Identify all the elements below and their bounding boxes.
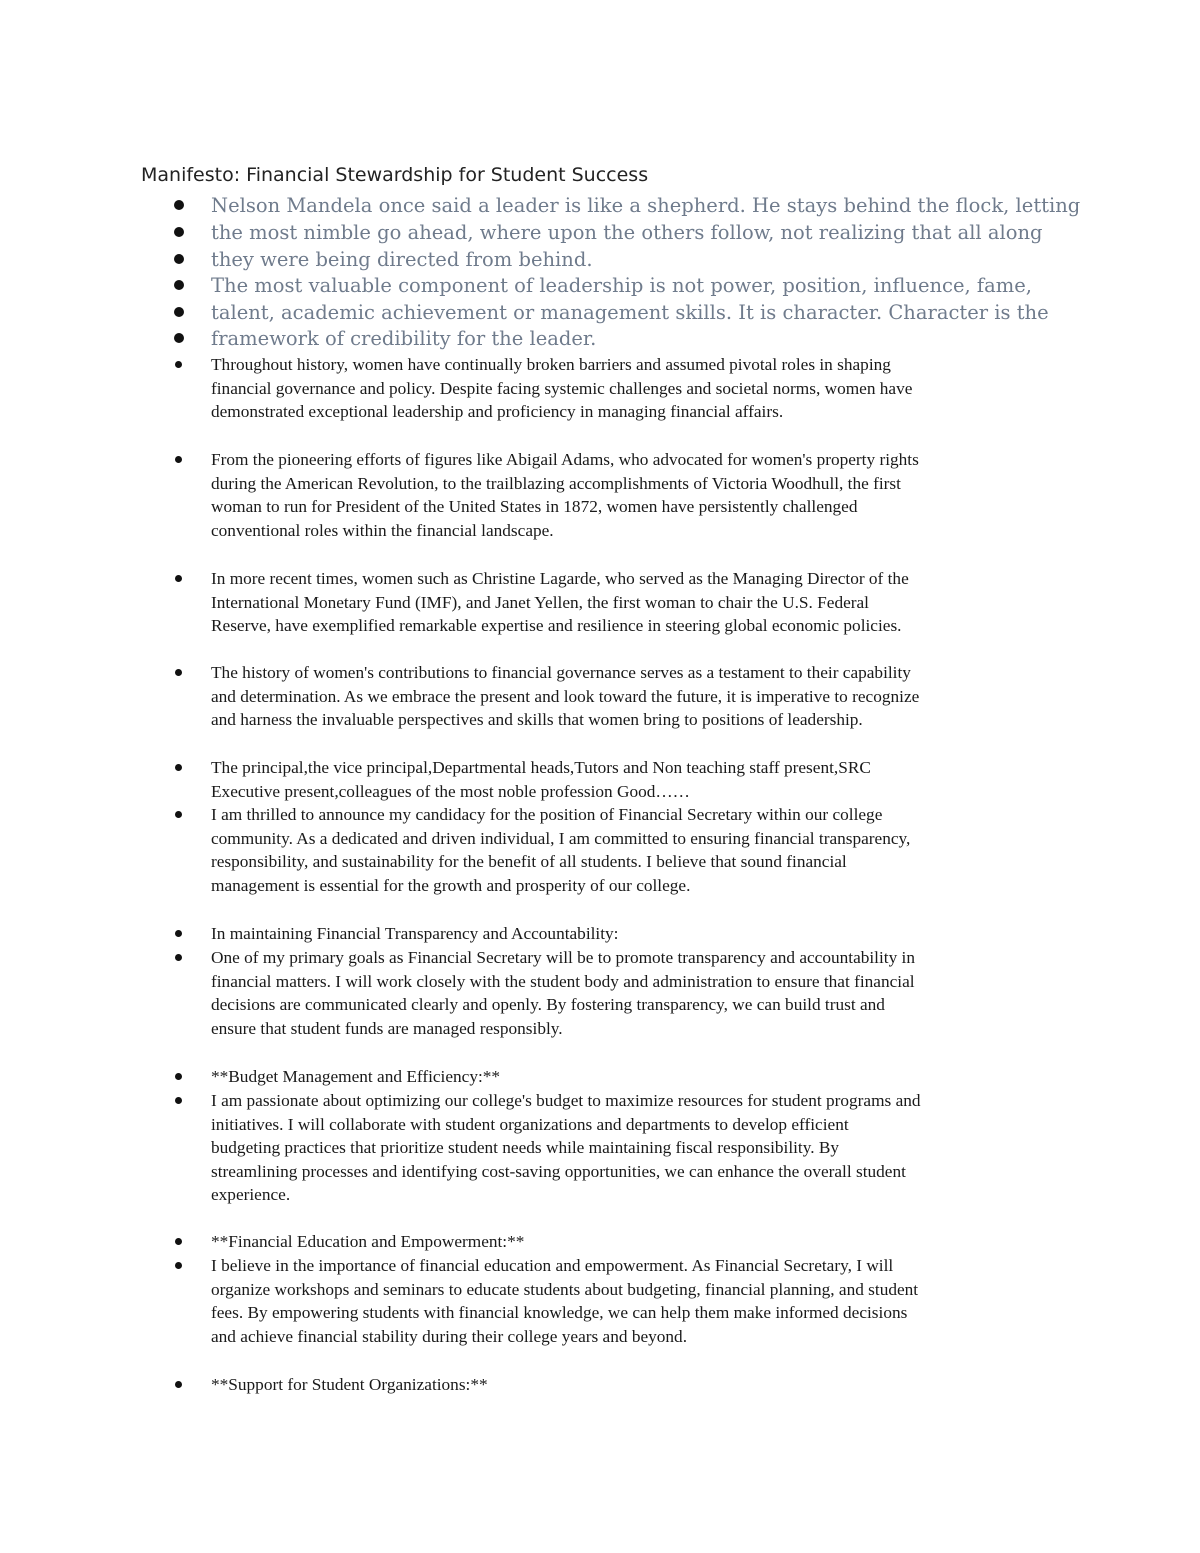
paragraph-text (211, 946, 915, 1040)
paragraph-text (211, 1373, 488, 1397)
bullet-icon (175, 1097, 182, 1104)
paragraph-line: Throughout history, women have continually broken barriers and assumed pivotal roles in shaping (211, 355, 891, 374)
quote-line: the most nimble go ahead, where upon the others follow, not realizing that all along (211, 221, 1043, 244)
paragraph-line: From the pioneering efforts of figures like Abigail Adams, who advocated for women's property rights (211, 450, 919, 469)
bullet-icon (175, 1238, 182, 1245)
bullet-icon (175, 954, 182, 961)
paragraph-line: organize workshops and seminars to educate students about budgeting, financial planning, and student (211, 1279, 919, 1299)
quote-line: framework of credibility for the leader. (211, 327, 597, 350)
bullet-icon (174, 254, 184, 264)
quote-bullet-item (0, 326, 1100, 353)
paragraph-line: responsibility, and sustainability for the benefit of all students. I believe that sound financial (211, 852, 847, 871)
bullet-icon (175, 669, 182, 676)
paragraph-line: conventional roles within the financial landscape. (211, 520, 554, 540)
quote-bullet-item (0, 300, 1100, 327)
paragraph-text (211, 448, 919, 542)
paragraph-line: In maintaining Financial Transparency and Accountability: (211, 924, 619, 943)
paragraph-line: financial matters. I will work closely with the student body and administration to ensure that financial (211, 971, 915, 991)
paragraph-line: fees. By empowering students with financial knowledge, we can help them make informed decisions (211, 1303, 908, 1322)
paragraph-line: and harness the invaluable perspectives and skills that women bring to positions of leadership. (211, 710, 863, 729)
bullet-icon (175, 764, 182, 771)
page-title: Manifesto: Financial Stewardship for Student Success (141, 164, 649, 186)
paragraph-text (211, 756, 871, 803)
paragraph-text (211, 803, 910, 897)
paragraph-line: initiatives. I will collaborate with student organizations and departments to develop efficient (211, 1114, 849, 1134)
bullet-icon (175, 361, 182, 368)
paragraph-line: budgeting practices that prioritize student needs while maintaining fiscal responsibility. By (211, 1138, 840, 1157)
paragraph-line: woman to run for President of the United States in 1872, women have persistently challenged (211, 497, 858, 516)
paragraph-line: **Financial Education and Empowerment:** (211, 1232, 525, 1251)
paragraph-text (211, 1230, 524, 1254)
paragraph-text (211, 1254, 918, 1348)
paragraph-line: and determination. As we embrace the present and look toward the future, it is imperative to recognize (211, 686, 920, 706)
paragraph-text (211, 661, 919, 732)
bullet-icon (175, 1381, 182, 1388)
paragraph-line: I believe in the importance of financial education and empowerment. As Financial Secretary, I will (211, 1256, 894, 1275)
paragraph-line: International Monetary Fund (IMF), and Janet Yellen, the first woman to chair the U.S. Federal (211, 592, 869, 612)
bullet-icon (174, 227, 184, 237)
paragraph-line: during the American Revolution, to the trailblazing accomplishments of Victoria Woodhull, the first (211, 473, 901, 493)
paragraph-text (211, 567, 909, 638)
paragraph-line: I am thrilled to announce my candidacy for the position of Financial Secretary within our college (211, 805, 883, 824)
quote-line: talent, academic achievement or management skills. It is character. Character is the (211, 301, 1049, 324)
quote-line: they were being directed from behind. (211, 248, 593, 271)
bullet-icon (175, 1262, 182, 1269)
bullet-icon (174, 307, 184, 317)
paragraph-line: decisions are communicated clearly and openly. By fostering transparency, we can build trust and (211, 995, 885, 1014)
quote-line: Nelson Mandela once said a leader is like a shepherd. He stays behind the flock, letting (211, 194, 1081, 217)
paragraph-text (211, 1089, 921, 1207)
bullet-icon (174, 200, 184, 210)
bullet-icon (175, 575, 182, 582)
paragraph-line: I am passionate about optimizing our college's budget to maximize resources for student programs and (211, 1091, 921, 1110)
paragraph-line: community. As a dedicated and driven individual, I am committed to ensuring financial transparency, (211, 828, 911, 848)
quote-bullet-item (0, 193, 1100, 220)
paragraph-line: In more recent times, women such as Christine Lagarde, who served as the Managing Director of the (211, 569, 909, 588)
paragraph-line: **Budget Management and Efficiency:** (211, 1067, 501, 1086)
paragraph-line: Executive present,colleagues of the most noble profession Good…… (211, 781, 690, 801)
quote-bullet-item (0, 220, 1100, 247)
bullet-icon (175, 930, 182, 937)
bullet-icon (175, 456, 182, 463)
paragraph-line: **Support for Student Organizations:** (211, 1375, 488, 1394)
paragraph-line: demonstrated exceptional leadership and proficiency in managing financial affairs. (211, 402, 784, 421)
quote-bullet-item (0, 247, 1100, 274)
bullet-icon (175, 811, 182, 818)
paragraph-line: The principal,the vice principal,Departmental heads,Tutors and Non teaching staff present,SRC (211, 758, 871, 777)
paragraph-line: ensure that student funds are managed responsibly. (211, 1018, 563, 1038)
bullet-icon (174, 280, 184, 290)
paragraph-line: streamlining processes and identifying cost-saving opportunities, we can enhance the overall student (211, 1161, 906, 1181)
paragraph-text (211, 353, 912, 424)
paragraph-line: management is essential for the growth and prosperity of our college. (211, 875, 691, 895)
bullet-icon (175, 1073, 182, 1080)
quote-line: The most valuable component of leadership is not power, position, influence, fame, (211, 274, 1032, 297)
paragraph-line: financial governance and policy. Despite facing systemic challenges and societal norms, women have (211, 378, 913, 398)
paragraph-line: The history of women's contributions to financial governance serves as a testament to their capability (211, 663, 911, 682)
paragraph-text (211, 1065, 500, 1089)
quote-bullet-item (0, 273, 1100, 300)
bullet-icon (174, 333, 184, 343)
paragraph-line: One of my primary goals as Financial Secretary will be to promote transparency and accountability in (211, 948, 915, 967)
paragraph-line: and achieve financial stability during their college years and beyond. (211, 1326, 688, 1346)
paragraph-line: Reserve, have exemplified remarkable expertise and resilience in steering global economic policies. (211, 616, 902, 635)
paragraph-text (211, 922, 618, 946)
paragraph-line: experience. (211, 1185, 291, 1204)
